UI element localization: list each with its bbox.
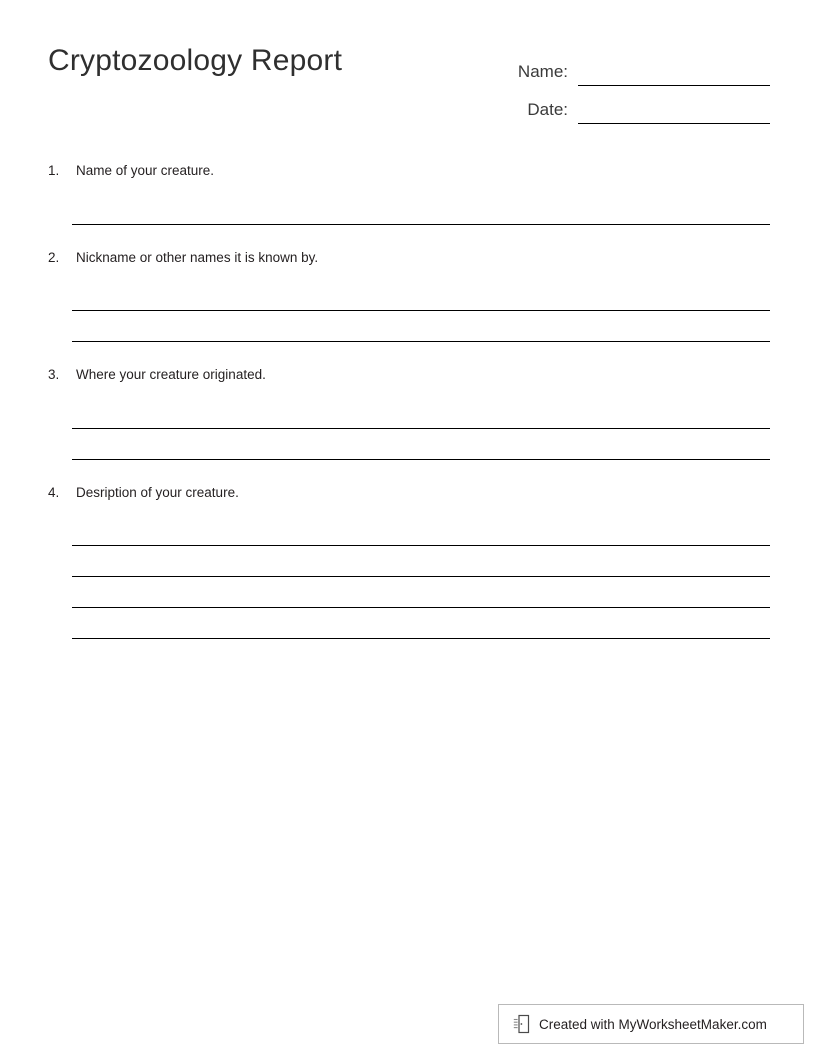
date-input-line[interactable] [578,97,770,124]
question-text: Name of your creature. [76,163,215,178]
answer-line[interactable] [72,515,770,546]
question-heading [48,160,770,180]
answer-line[interactable] [72,311,770,342]
question-item [48,247,770,343]
question-text: Where your creature originated. [76,367,266,383]
question-item [48,160,770,225]
footer-attribution-badge[interactable] [498,1004,804,1044]
door-logo-icon [513,1014,531,1034]
answer-line[interactable] [72,194,770,225]
answer-line[interactable] [72,546,770,577]
answer-lines [72,194,770,225]
question-item [48,364,770,460]
answer-line[interactable] [72,577,770,608]
question-spacer [48,342,770,364]
question-number: 4. [48,484,60,500]
answer-lines [72,280,770,342]
page-title: Cryptozoology Report [48,44,343,77]
answer-line[interactable] [72,280,770,311]
question-number: 2. [48,249,60,265]
answer-line[interactable] [72,608,770,639]
question-spacer [48,225,770,247]
question-text: Desription of your creature. [76,484,239,500]
question-number: 3. [48,367,60,383]
answer-line[interactable] [72,429,770,460]
name-field-label: Name: [517,62,568,81]
answer-lines [72,398,770,460]
question-item [48,482,770,640]
worksheet-header [48,44,770,124]
question-heading [48,364,770,384]
name-input-line[interactable] [578,59,770,86]
question-heading [48,247,770,267]
name-field-row [500,48,770,86]
question-spacer [48,460,770,482]
question-list [48,160,770,639]
answer-line[interactable] [72,398,770,429]
date-field-row [500,86,770,124]
answer-lines [72,515,770,639]
name-date-block [500,48,770,124]
question-heading [48,482,770,502]
question-text: Nickname or other names it is known by. [76,249,319,265]
question-number: 1. [48,163,60,178]
date-field-label: Date: [527,100,568,119]
footer-attribution-text: Created with MyWorksheetMaker.com [539,1016,767,1032]
